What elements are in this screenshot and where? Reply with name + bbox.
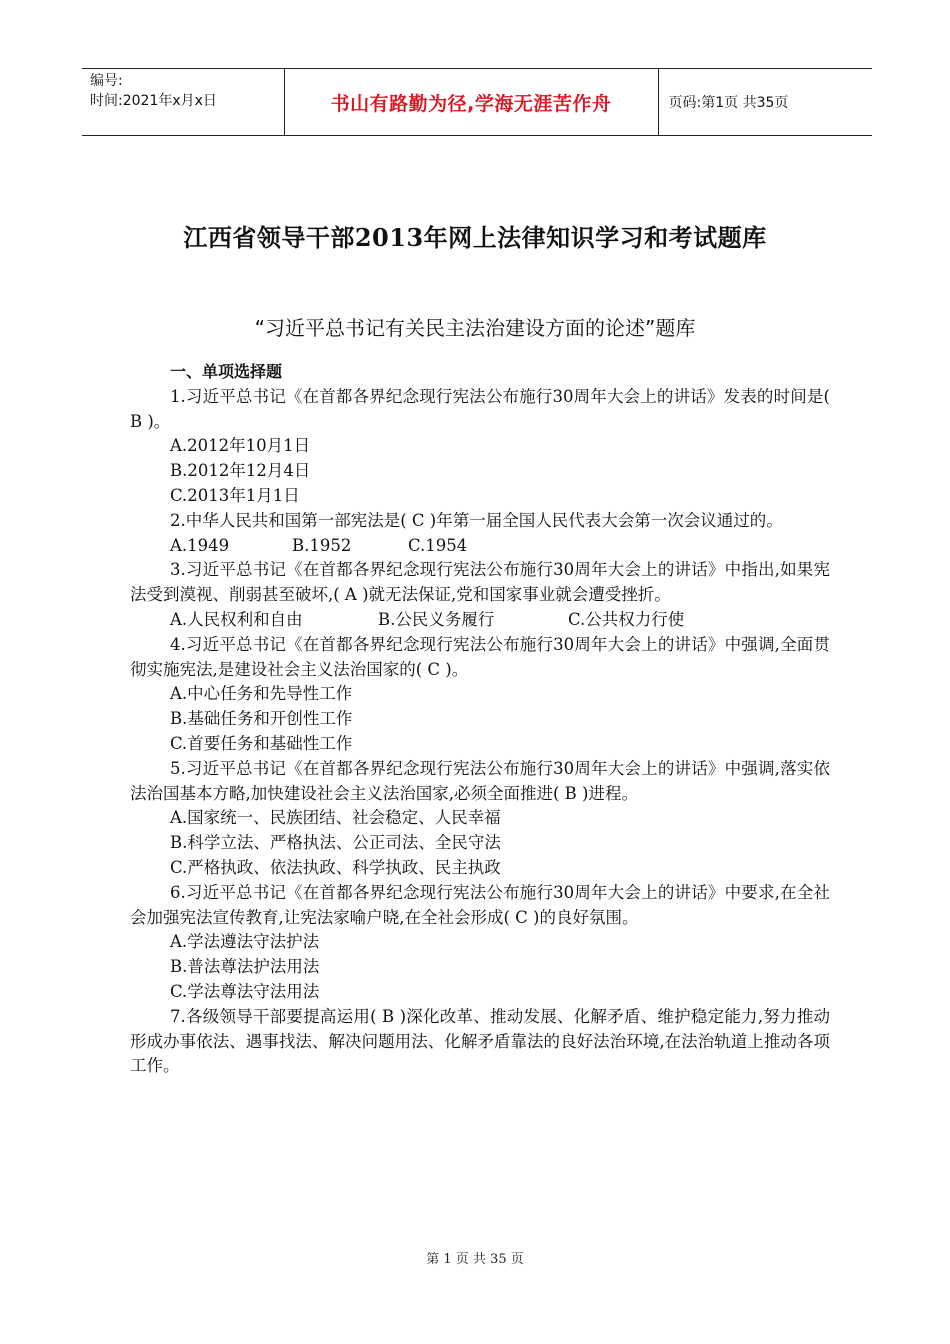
- question-option: B.普法尊法护法用法: [170, 957, 320, 977]
- question-item: [130, 1005, 830, 1079]
- question-bank-body: [130, 360, 830, 1079]
- header-motto-cell: [284, 69, 658, 136]
- section-heading: 一、单项选择题: [170, 362, 283, 381]
- question-text: 5.习近平总书记《在首都各界纪念现行宪法公布施行30周年大会上的讲话》中强调,落实依法治国基本方略,加快建设社会主义法治国家,必须全面推进( B )进程。: [130, 758, 830, 803]
- question-text: 2.中华人民共和国第一部宪法是( C )年第一届全国人民代表大会第一次会议通过的。: [170, 510, 783, 530]
- question-text: 3.习近平总书记《在首都各界纪念现行宪法公布施行30周年大会上的讲话》中指出,如果宪法受到漠视、削弱甚至破坏,( A )就无法保证,党和国家事业就会遭受挫折。: [130, 560, 830, 605]
- question-item: [130, 881, 830, 1005]
- page-header: [82, 68, 872, 136]
- question-item: [130, 509, 830, 559]
- question-item: [130, 757, 830, 881]
- question-option: B.公民义务履行: [378, 609, 495, 629]
- question-option: C.首要任务和基础性工作: [170, 733, 353, 753]
- question-option: C.1954: [408, 535, 468, 555]
- header-page-code: 页码:第1页 共35页: [658, 69, 872, 136]
- question-option: B.1952: [292, 535, 352, 555]
- question-option: A.人民权利和自由: [170, 609, 303, 629]
- question-options-row: [130, 608, 830, 633]
- header-motto: 书山有路勤为径,学海无涯苦作舟: [330, 92, 612, 115]
- question-option: C.学法尊法守法用法: [170, 981, 320, 1001]
- question-option: A.国家统一、民族团结、社会稳定、人民幸福: [170, 808, 501, 828]
- question-option: C.严格执政、依法执政、科学执政、民主执政: [170, 857, 501, 877]
- question-option: A.1949: [170, 535, 230, 555]
- question-option: A.学法遵法守法护法: [170, 932, 320, 952]
- question-option: A.2012年10月1日: [170, 436, 311, 456]
- question-text: 4.习近平总书记《在首都各界纪念现行宪法公布施行30周年大会上的讲话》中强调,全面贯彻实施宪法,是建设社会主义法治国家的( C )。: [130, 634, 830, 679]
- question-option: C.公共权力行使: [568, 609, 685, 629]
- question-text: 7.各级领导干部要提高运用( B )深化改革、推动发展、化解矛盾、维护稳定能力,努力推动形成办事依法、遇事找法、解决问题用法、化解矛盾靠法的良好法治环境,在法治轨道上推动各项工作。: [130, 1006, 830, 1076]
- page-footer: 第 1 页 共 35 页: [426, 1252, 524, 1267]
- header-meta: [82, 69, 284, 136]
- document-time-label: 时间:2021年x月x日: [90, 93, 217, 109]
- question-text: 1.习近平总书记《在首都各界纪念现行宪法公布施行30周年大会上的讲话》发表的时间是( B )。: [130, 386, 830, 431]
- document-subtitle: “习近平总书记有关民主法治建设方面的论述”题库: [254, 316, 696, 340]
- question-options-row: [130, 534, 830, 559]
- question-text: 6.习近平总书记《在首都各界纪念现行宪法公布施行30周年大会上的讲话》中要求,在全社会加强宪法宣传教育,让宪法家喻户晓,在全社会形成( C )的良好氛围。: [130, 882, 830, 927]
- question-option: B.科学立法、严格执法、公正司法、全民守法: [170, 833, 501, 853]
- question-option: A.中心任务和先导性工作: [170, 684, 353, 704]
- document-number-label: 编号:: [90, 73, 123, 89]
- question-item: [130, 633, 830, 757]
- question-item: [130, 385, 830, 509]
- question-option: B.基础任务和开创性工作: [170, 709, 353, 729]
- question-option: B.2012年12月4日: [170, 461, 311, 481]
- document-title: 江西省领导干部2013年网上法律知识学习和考试题库: [183, 223, 767, 252]
- question-option: C.2013年1月1日: [170, 485, 300, 505]
- question-item: [130, 558, 830, 632]
